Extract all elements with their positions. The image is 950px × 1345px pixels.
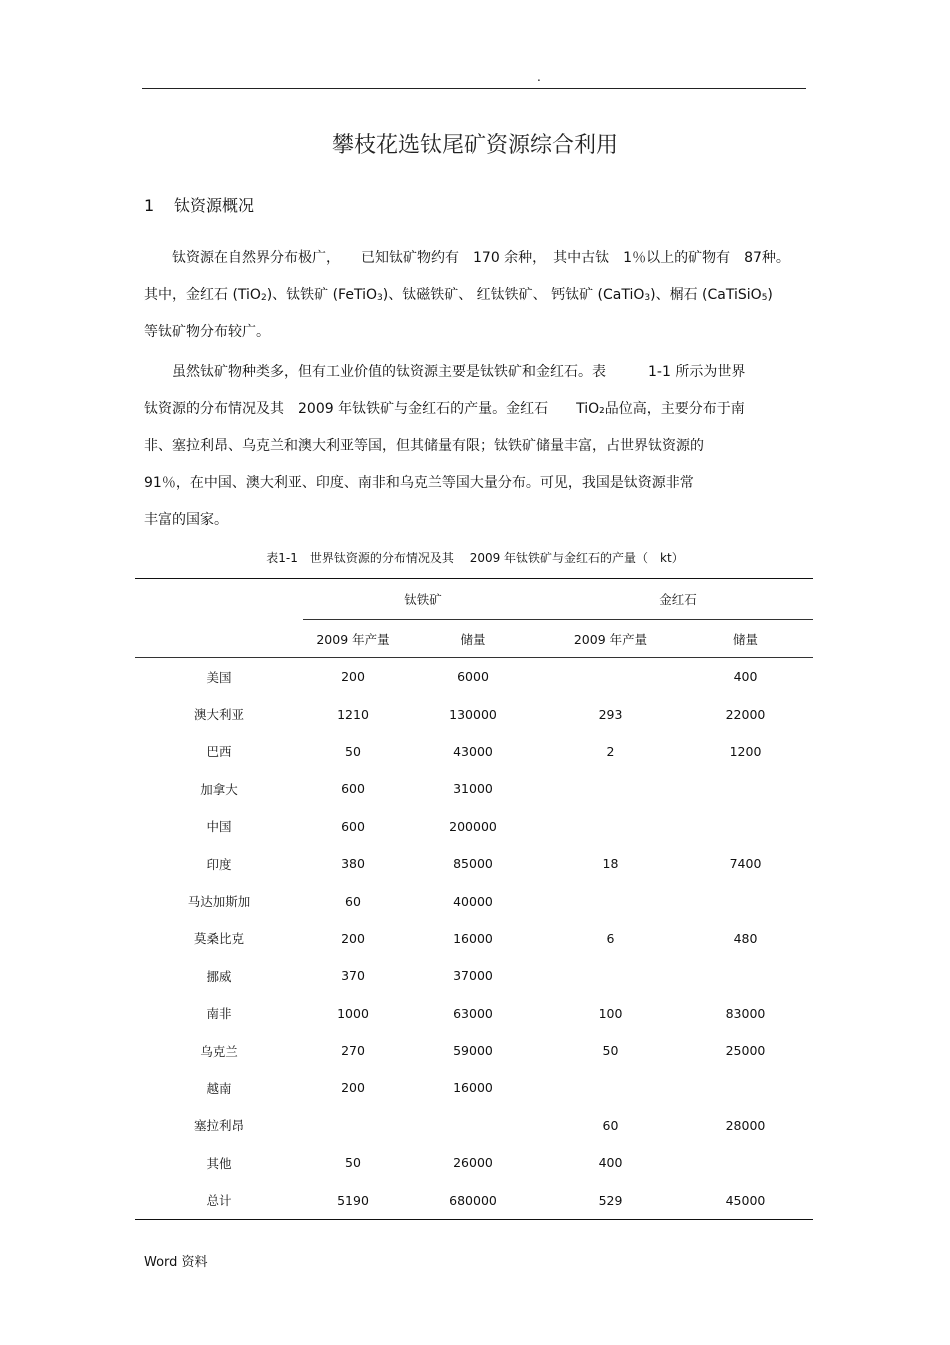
value-cell: 37000 [453, 968, 493, 984]
value-cell: 270 [341, 1043, 365, 1059]
country-cell: 巴西 [206, 744, 232, 760]
country-cell: 澳大利亚 [193, 707, 244, 723]
value-cell [678, 1069, 813, 1106]
para1-line3: 等钛矿物分布较广。 [144, 324, 270, 340]
value-cell: 600 [341, 818, 365, 834]
country-cell: 美国 [206, 669, 232, 685]
table-body [135, 658, 813, 1220]
country-cell: 乌克兰 [200, 1043, 238, 1059]
value-cell: 83000 [725, 1005, 766, 1021]
value-cell: 60 [345, 893, 361, 909]
country-cell: 挪威 [206, 968, 232, 984]
group-header-rutile: 金红石 [543, 579, 813, 620]
table-row [135, 658, 813, 696]
subscript: 3 [644, 293, 651, 303]
para1-line2-e: ) [767, 287, 773, 303]
country-cell: 总计 [135, 1181, 303, 1219]
value-cell [543, 808, 678, 845]
value-cell: 50 [345, 1155, 361, 1171]
table-row [135, 1181, 813, 1219]
para2-line5: 丰富的国家。 [144, 512, 228, 528]
page-footer: Word 资料 [144, 1255, 208, 1270]
value-cell [543, 1069, 678, 1106]
value-cell: 60 [602, 1117, 619, 1133]
value-cell: 43000 [453, 743, 493, 759]
value-cell [543, 882, 678, 919]
value-cell [303, 1107, 403, 1144]
table-row [135, 882, 813, 919]
value-cell: 600 [341, 781, 365, 797]
value-cell: 1210 [337, 706, 369, 722]
value-cell: 130000 [449, 706, 497, 722]
section-heading [144, 193, 254, 216]
country-cell: 其他 [206, 1155, 232, 1171]
country-cell: 加拿大 [200, 781, 238, 797]
value-cell [678, 770, 813, 807]
section-title: 钛资源概况 [174, 196, 255, 215]
sub-header: 2009 年产量 [543, 620, 678, 658]
value-cell: 200 [341, 930, 365, 946]
value-cell: 7400 [729, 856, 762, 872]
header-mark: . [537, 70, 541, 84]
document-title: 攀枝花选钛尾矿资源综合利用 [331, 133, 618, 158]
table-corner-cell [135, 620, 303, 658]
table-row [135, 733, 813, 770]
value-cell: 529 [543, 1181, 678, 1219]
value-cell: 45000 [678, 1181, 813, 1219]
value-cell: 200 [341, 1080, 365, 1096]
table-group-header-row [135, 579, 813, 620]
para2-line2: 钛资源的分布情况及其 2009 年钛铁矿与金红石的产量。金红石 TiO₂品位高，主要分布于南 [144, 401, 745, 417]
table-row [135, 770, 813, 807]
paragraph-1 [144, 240, 812, 351]
value-cell: 6 [606, 930, 615, 946]
value-cell: 400 [598, 1155, 623, 1171]
value-cell: 25000 [725, 1043, 766, 1059]
value-cell: 59000 [453, 1043, 493, 1059]
country-cell: 印度 [206, 856, 232, 872]
subscript: 3 [377, 293, 383, 303]
value-cell: 50 [345, 743, 361, 759]
value-cell: 480 [733, 930, 758, 946]
table-sub-header-row [135, 620, 813, 658]
value-cell: 85000 [453, 856, 493, 872]
section-number: 1 [144, 196, 155, 215]
country-cell: 塞拉利昂 [193, 1118, 244, 1134]
table-row [135, 957, 813, 994]
sub-header: 储量 [403, 620, 543, 658]
value-cell: 380 [341, 856, 365, 872]
country-cell: 莫桑比克 [193, 931, 244, 947]
value-cell: 5190 [303, 1181, 403, 1219]
table-row [135, 1144, 813, 1181]
value-cell: 6000 [457, 669, 489, 685]
value-cell [678, 808, 813, 845]
value-cell: 200 [341, 669, 365, 685]
para2-line4: 91％，在中国、澳大利亚、印度、南非和乌克兰等国大量分布。可见，我国是钛资源非常 [144, 475, 694, 491]
value-cell [403, 1107, 543, 1144]
value-cell: 370 [341, 968, 365, 984]
value-cell [543, 770, 678, 807]
para1-line2 [144, 277, 812, 314]
para1-line2-a: 其中，金红石 (TiO [144, 287, 261, 303]
value-cell: 40000 [453, 893, 493, 909]
value-cell: 31000 [453, 781, 493, 797]
para2-line1: 虽然钛矿物种类多，但有工业价值的钛资源主要是钛铁矿和金红石。表 1-1 所示为世界 [144, 364, 746, 380]
value-cell: 16000 [453, 930, 493, 946]
paragraph-2 [144, 354, 812, 539]
para1-line2-b: )、钛铁矿 (FeTiO [266, 287, 377, 303]
subscript: 5 [761, 293, 768, 303]
sub-header: 2009 年产量 [303, 620, 403, 658]
value-cell: 100 [598, 1005, 623, 1021]
table-row [135, 995, 813, 1032]
table-row [135, 920, 813, 957]
value-cell: 200000 [449, 818, 497, 834]
table-row [135, 808, 813, 845]
table-row [135, 1107, 813, 1144]
value-cell [678, 957, 813, 994]
value-cell: 22000 [725, 706, 766, 722]
titanium-resources-table [135, 578, 813, 1220]
value-cell: 1000 [337, 1005, 369, 1021]
table-row [135, 845, 813, 882]
subscript: 2 [260, 293, 267, 303]
value-cell: 1200 [729, 743, 762, 759]
value-cell [543, 957, 678, 994]
value-cell [543, 658, 678, 696]
group-header-ilmenite: 钛铁矿 [303, 579, 543, 620]
para2-line3: 非、塞拉利昂、乌克兰和澳大利亚等国，但其储量有限；钛铁矿储量丰富，占世界钛资源的 [144, 438, 704, 454]
value-cell: 50 [602, 1043, 619, 1059]
value-cell [678, 882, 813, 919]
value-cell: 293 [598, 706, 623, 722]
country-cell: 马达加斯加 [187, 894, 251, 910]
table-row [135, 1032, 813, 1069]
value-cell: 680000 [403, 1181, 543, 1219]
table-row [135, 1069, 813, 1106]
table-corner-cell [135, 579, 303, 620]
sub-header: 储量 [678, 620, 813, 658]
para1-line2-c: )、钛磁铁矿、 红钛铁矿、 钙钛矿 (CaTiO [382, 287, 645, 303]
table-caption: 表1-1 世界钛资源的分布情况及其 2009 年钛铁矿与金红石的产量（ kt） [266, 551, 684, 565]
value-cell: 26000 [453, 1155, 493, 1171]
value-cell: 16000 [453, 1080, 493, 1096]
value-cell [678, 1144, 813, 1181]
value-cell: 18 [602, 856, 619, 872]
country-cell: 南非 [206, 1006, 232, 1022]
table-row [135, 695, 813, 732]
value-cell: 63000 [453, 1005, 493, 1021]
header-rule [142, 88, 806, 89]
country-cell: 中国 [206, 819, 232, 835]
country-cell: 越南 [206, 1080, 232, 1096]
value-cell: 2 [606, 743, 615, 759]
para1-line2-d: )、榍石 (CaTiSiO [650, 287, 762, 303]
value-cell: 400 [733, 669, 758, 685]
para1-line1: 钛资源在自然界分布极广， 已知钛矿物约有 170 余种， 其中古钛 1％以上的矿物有 87种。 [144, 250, 790, 266]
value-cell: 28000 [725, 1117, 766, 1133]
